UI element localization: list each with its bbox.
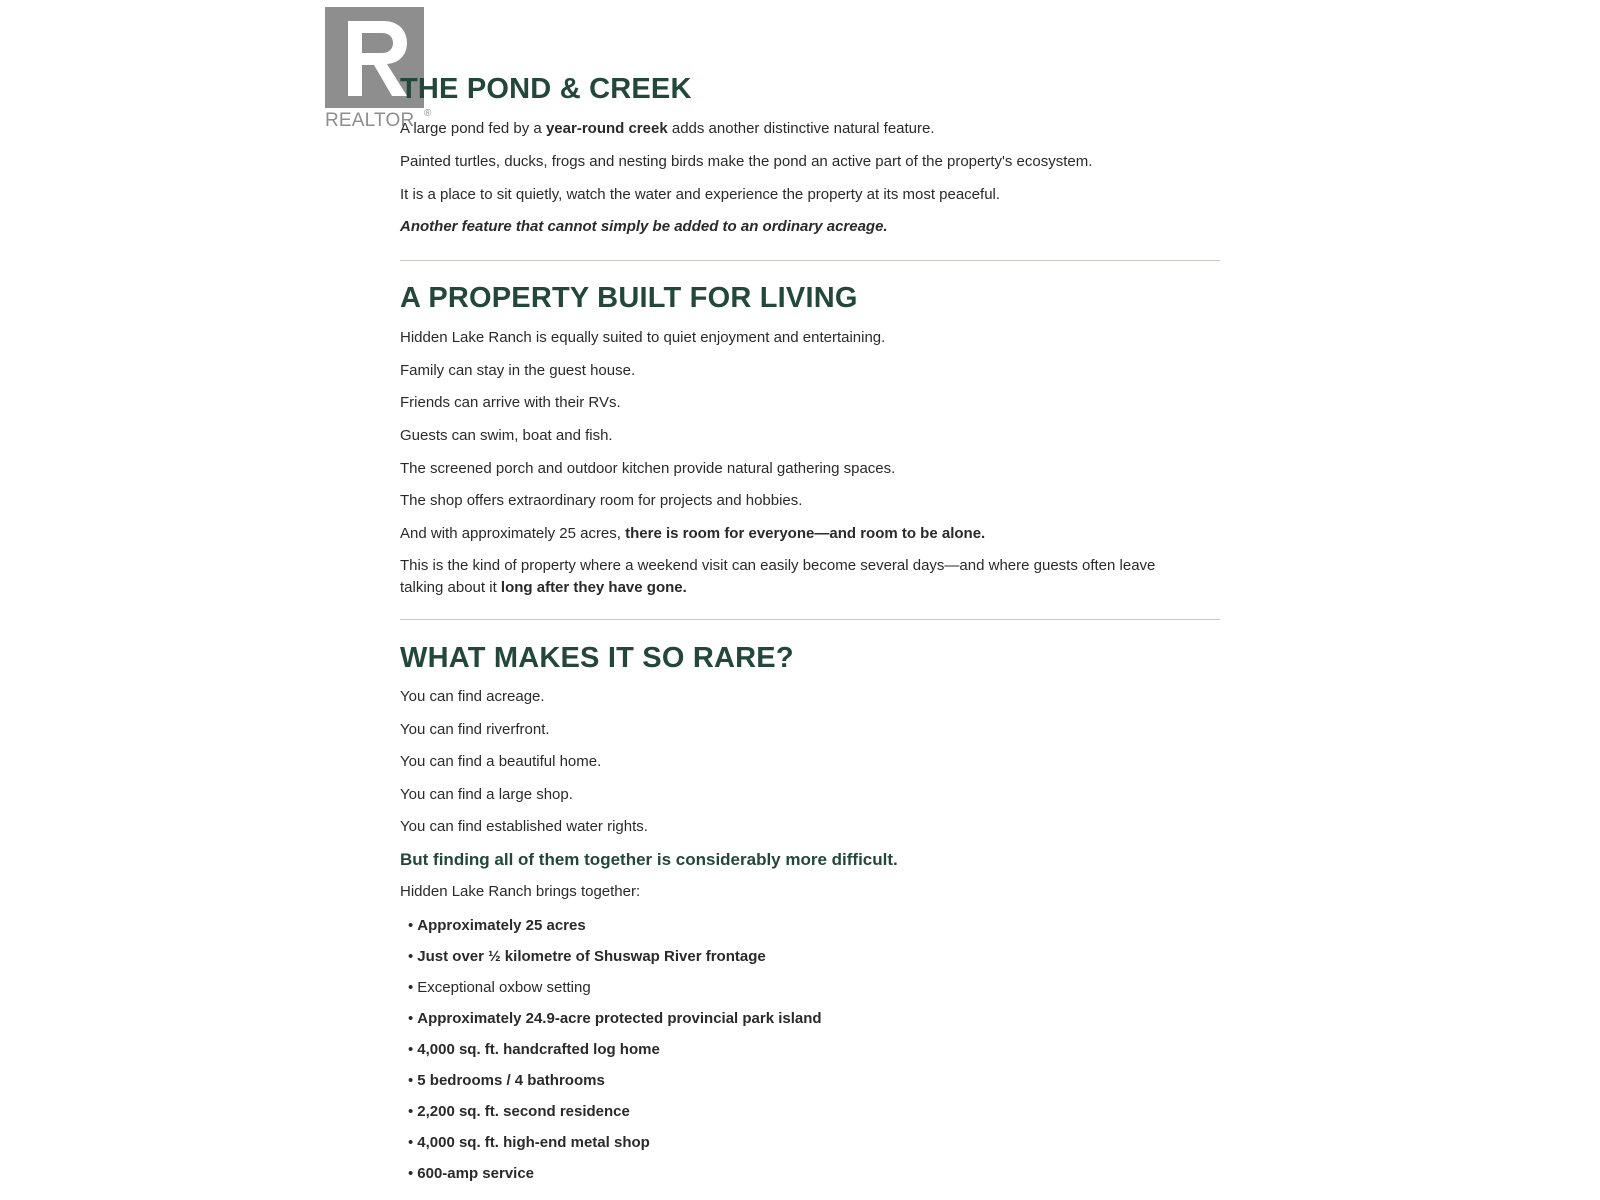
rare-paragraph-1: You can find acreage.	[400, 688, 545, 705]
text-run: A large pond fed by a	[400, 120, 546, 137]
bold-run: long after they have gone.	[500, 579, 687, 596]
text-run: This is the kind of property where a weekend visit can easily become several days—and where guests often leave talking about it	[400, 557, 1156, 596]
living-paragraph-1: Hidden Lake Ranch is equally suited to quiet enjoyment and entertaining.	[400, 329, 886, 346]
section-divider	[400, 260, 1220, 261]
feature-text: 5 bedrooms / 4 bathrooms	[417, 1072, 605, 1089]
feature-text: Approximately 25 acres	[417, 917, 586, 934]
rare-paragraph-2: You can find riverfront.	[400, 721, 550, 738]
bullet-marker: •	[408, 1072, 414, 1089]
rare-emphasis: But finding all of them together is considerably more difficult.	[400, 850, 898, 869]
feature-text: Just over ½ kilometre of Shuswap River frontage	[417, 948, 766, 965]
living-paragraph-2: Family can stay in the guest house.	[400, 362, 636, 379]
registered-mark: ®	[424, 108, 432, 119]
rare-paragraph-4: You can find a large shop.	[400, 786, 573, 803]
rare-paragraph-3: You can find a beautiful home.	[400, 753, 602, 770]
feature-item	[408, 1101, 822, 1132]
feature-text: 4,000 sq. ft. handcrafted log home	[417, 1041, 660, 1058]
pond-paragraph-3: It is a place to sit quietly, watch the water and experience the property at its most peaceful.	[400, 186, 1001, 203]
living-paragraph-6: The shop offers extraordinary room for projects and hobbies.	[400, 492, 803, 509]
feature-item	[408, 1008, 822, 1039]
bullet-marker: •	[408, 1010, 414, 1027]
feature-item	[408, 1070, 822, 1101]
feature-text: Approximately 24.9-acre protected provincial park island	[417, 1010, 822, 1027]
features-list	[408, 915, 822, 1194]
heading-what-makes-it-rare: WHAT MAKES IT SO RARE?	[400, 642, 794, 674]
rare-intro: Hidden Lake Ranch brings together:	[400, 883, 641, 900]
text-run: And with approximately 25 acres,	[400, 525, 626, 542]
realtor-logo	[325, 7, 435, 135]
bullet-marker: •	[408, 1103, 414, 1120]
bullet-marker: •	[408, 948, 414, 965]
bullet-marker: •	[408, 1134, 414, 1151]
bullet-marker: •	[408, 917, 414, 934]
bold-run: there is room for everyone—and room to be alone.	[625, 525, 986, 542]
feature-item	[408, 1163, 822, 1194]
living-paragraph-3: Friends can arrive with their RVs.	[400, 394, 621, 411]
living-paragraph-7	[400, 523, 985, 545]
pond-paragraph-2: Painted turtles, ducks, frogs and nesting birds make the pond an active part of the property's ecosystem.	[400, 153, 1093, 170]
living-paragraph-4: Guests can swim, boat and fish.	[400, 427, 613, 444]
feature-item	[408, 1132, 822, 1163]
bullet-marker: •	[408, 1165, 414, 1182]
living-paragraph-5: The screened porch and outdoor kitchen provide natural gathering spaces.	[400, 460, 896, 477]
pond-paragraph-1	[400, 118, 935, 140]
section-divider	[400, 619, 1220, 620]
bullet-marker: •	[408, 1041, 414, 1058]
feature-item	[408, 977, 822, 1008]
bold-run: year-round creek	[545, 120, 668, 137]
feature-text: 600-amp service	[417, 1165, 535, 1182]
rare-paragraph-5: You can find established water rights.	[400, 818, 648, 835]
feature-item	[408, 915, 822, 946]
heading-pond-creek: THE POND & CREEK	[400, 73, 692, 105]
feature-text: Exceptional oxbow setting	[417, 979, 591, 996]
realtor-wordmark: REALTOR	[325, 110, 415, 131]
bullet-marker: •	[408, 979, 414, 996]
feature-item	[408, 946, 822, 977]
feature-item	[408, 1039, 822, 1070]
living-paragraph-8	[400, 555, 1190, 599]
feature-text: 2,200 sq. ft. second residence	[417, 1103, 630, 1120]
heading-built-for-living: A PROPERTY BUILT FOR LIVING	[400, 282, 858, 314]
feature-text: 4,000 sq. ft. high-end metal shop	[417, 1134, 650, 1151]
pond-closing-statement: Another feature that cannot simply be added to an ordinary acreage.	[400, 218, 888, 235]
text-run: adds another distinctive natural feature.	[667, 120, 935, 137]
